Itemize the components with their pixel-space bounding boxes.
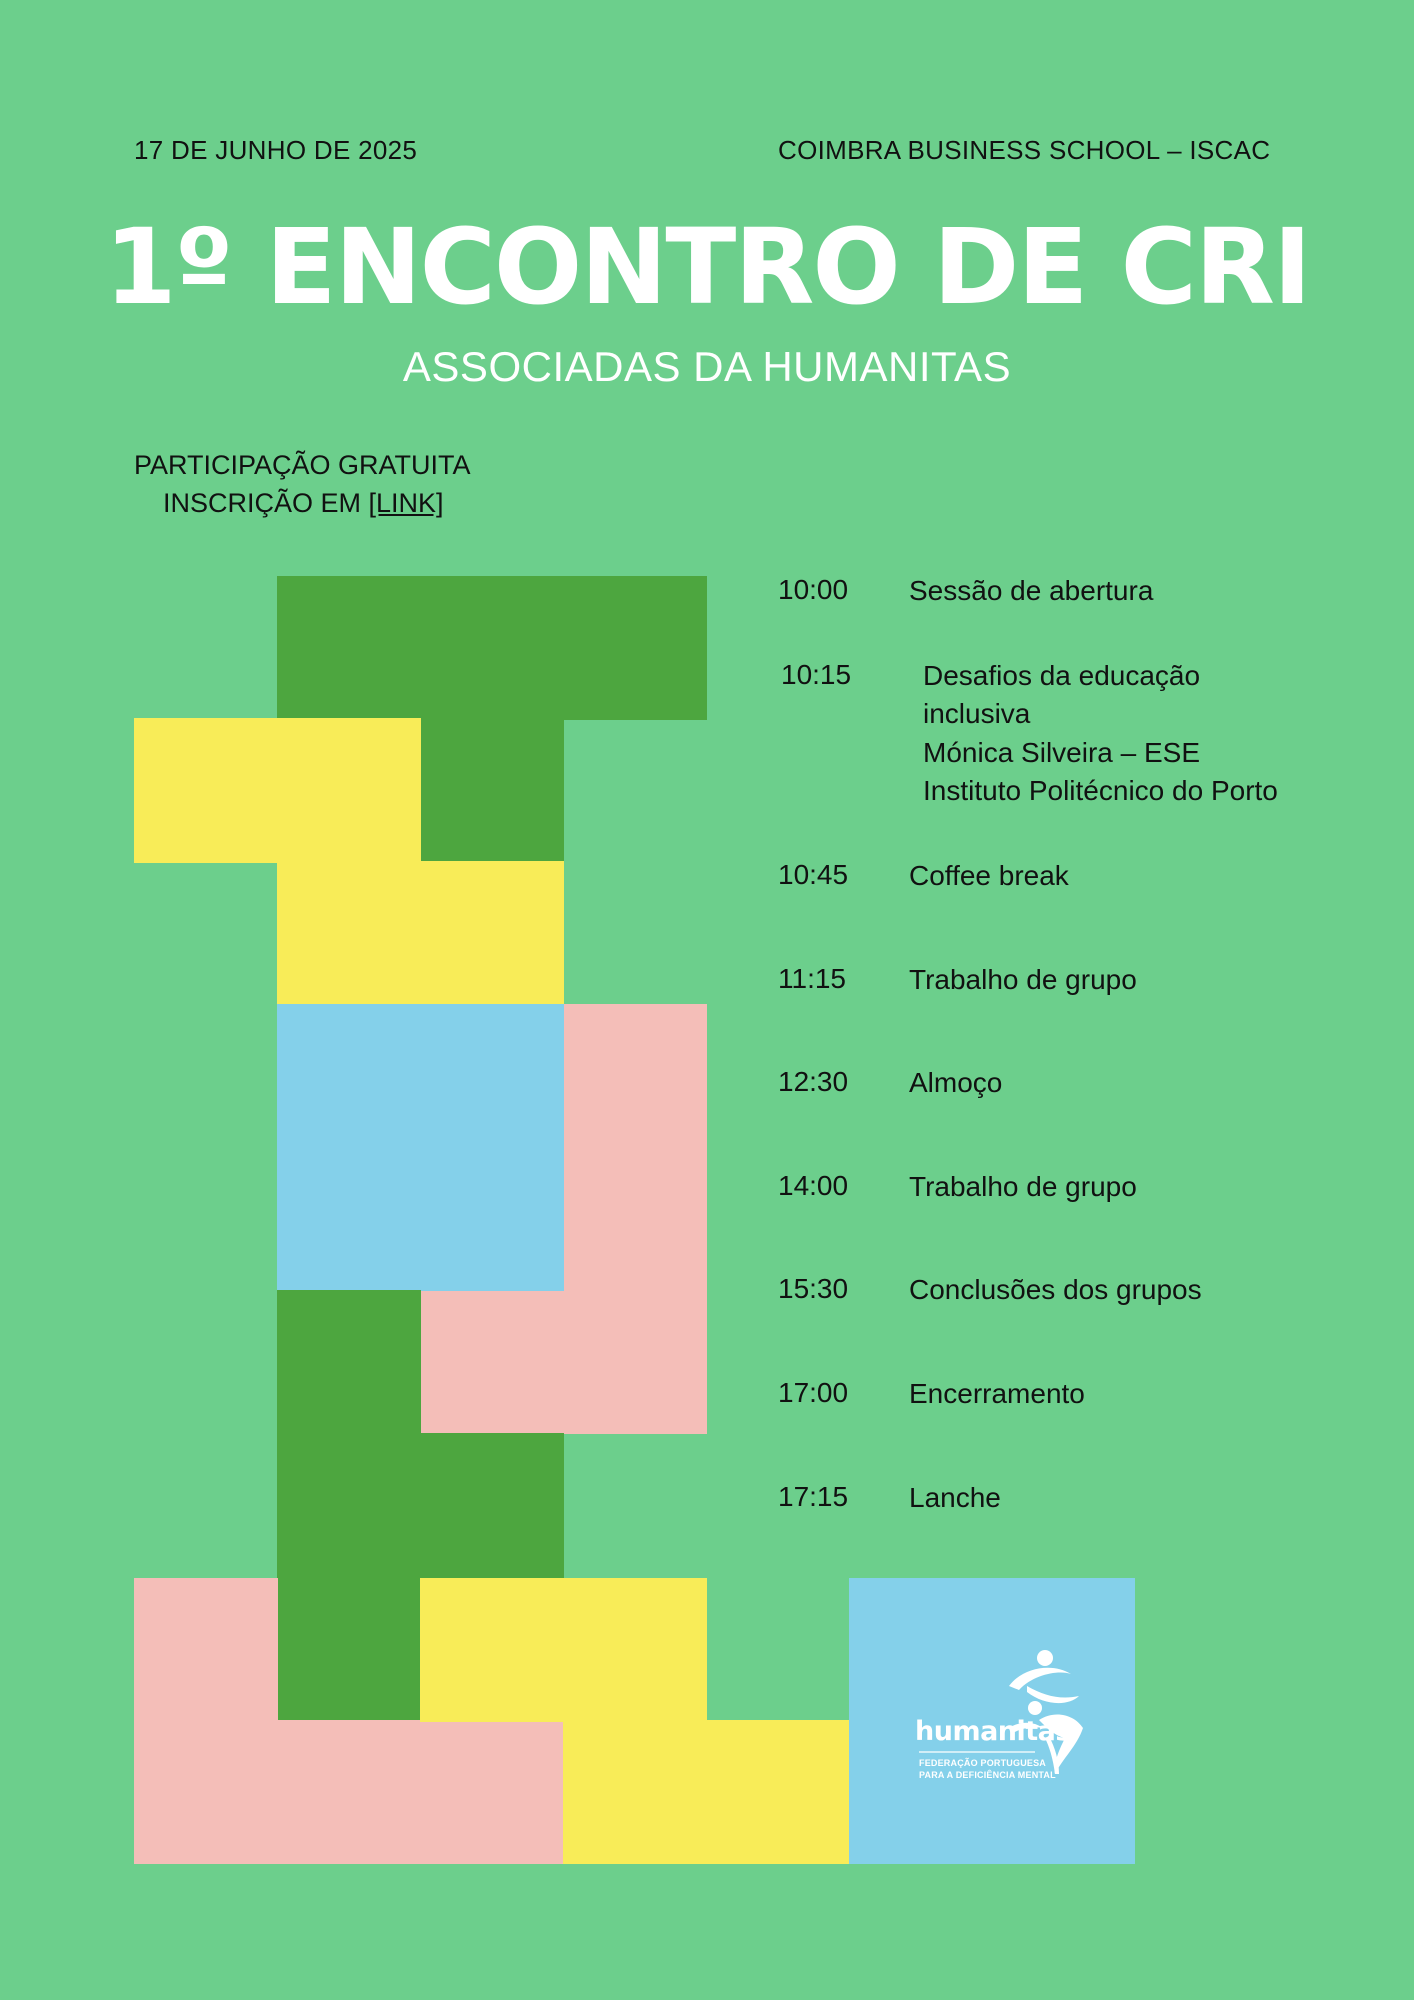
schedule-time: 17:15 <box>778 1481 849 1512</box>
registration-link[interactable]: [LINK] <box>368 488 444 518</box>
page-subtitle: ASSOCIADAS DA HUMANITAS <box>402 343 1012 390</box>
schedule-time: 10:00 <box>778 574 849 605</box>
schedule-event: Encerramento <box>909 1378 1085 1409</box>
yellow-block <box>563 1720 850 1864</box>
schedule-event: Desafios da educação <box>923 660 1201 691</box>
green-block <box>277 1290 421 1722</box>
schedule-time: 11:15 <box>778 963 846 994</box>
yellow-block <box>420 1578 707 1722</box>
schedule-event: Trabalho de grupo <box>909 964 1137 995</box>
schedule-time: 15:30 <box>778 1273 849 1304</box>
schedule-speaker: Mónica Silveira – ESE <box>923 737 1201 768</box>
green-block <box>277 576 707 720</box>
yellow-block <box>277 861 564 1006</box>
pink-block <box>134 1578 278 1864</box>
inscription-line <box>163 488 444 519</box>
schedule-time: 10:15 <box>781 659 852 690</box>
green-block <box>420 1433 564 1579</box>
schedule-event: Sessão de abertura <box>909 575 1154 606</box>
green-block <box>420 718 564 863</box>
blue-block <box>277 1004 564 1291</box>
participation-note: PARTICIPAÇÃO GRATUITA <box>134 450 471 480</box>
schedule-event: Coffee break <box>909 860 1069 891</box>
event-venue: COIMBRA BUSINESS SCHOOL – ISCAC <box>778 135 1271 165</box>
pink-block <box>420 1290 707 1434</box>
schedule-time: 14:00 <box>778 1170 849 1201</box>
page-title: 1º ENCONTRO DE CRI <box>104 206 1310 328</box>
schedule-event: Lanche <box>909 1482 1001 1513</box>
schedule-time: 12:30 <box>778 1066 849 1097</box>
schedule-event: Almoço <box>909 1067 1003 1098</box>
schedule-event: Trabalho de grupo <box>909 1171 1137 1202</box>
inscription-prefix: INSCRIÇÃO EM <box>163 488 369 518</box>
logo-wordmark: humanitas <box>915 1716 1071 1747</box>
schedule-time: 17:00 <box>778 1377 849 1408</box>
logo-tagline: FEDERAÇÃO PORTUGUESA <box>919 1758 1047 1768</box>
yellow-block <box>134 718 421 863</box>
schedule-event: inclusiva <box>923 698 1031 729</box>
pink-block <box>277 1720 564 1864</box>
event-date: 17 DE JUNHO DE 2025 <box>134 135 418 165</box>
schedule-time: 10:45 <box>778 859 849 890</box>
schedule-event: Conclusões dos grupos <box>909 1274 1202 1305</box>
schedule-speaker: Instituto Politécnico do Porto <box>923 775 1278 806</box>
humanitas-logo <box>849 1578 1135 1864</box>
logo-tagline: PARA A DEFICIÊNCIA MENTAL <box>919 1770 1056 1780</box>
